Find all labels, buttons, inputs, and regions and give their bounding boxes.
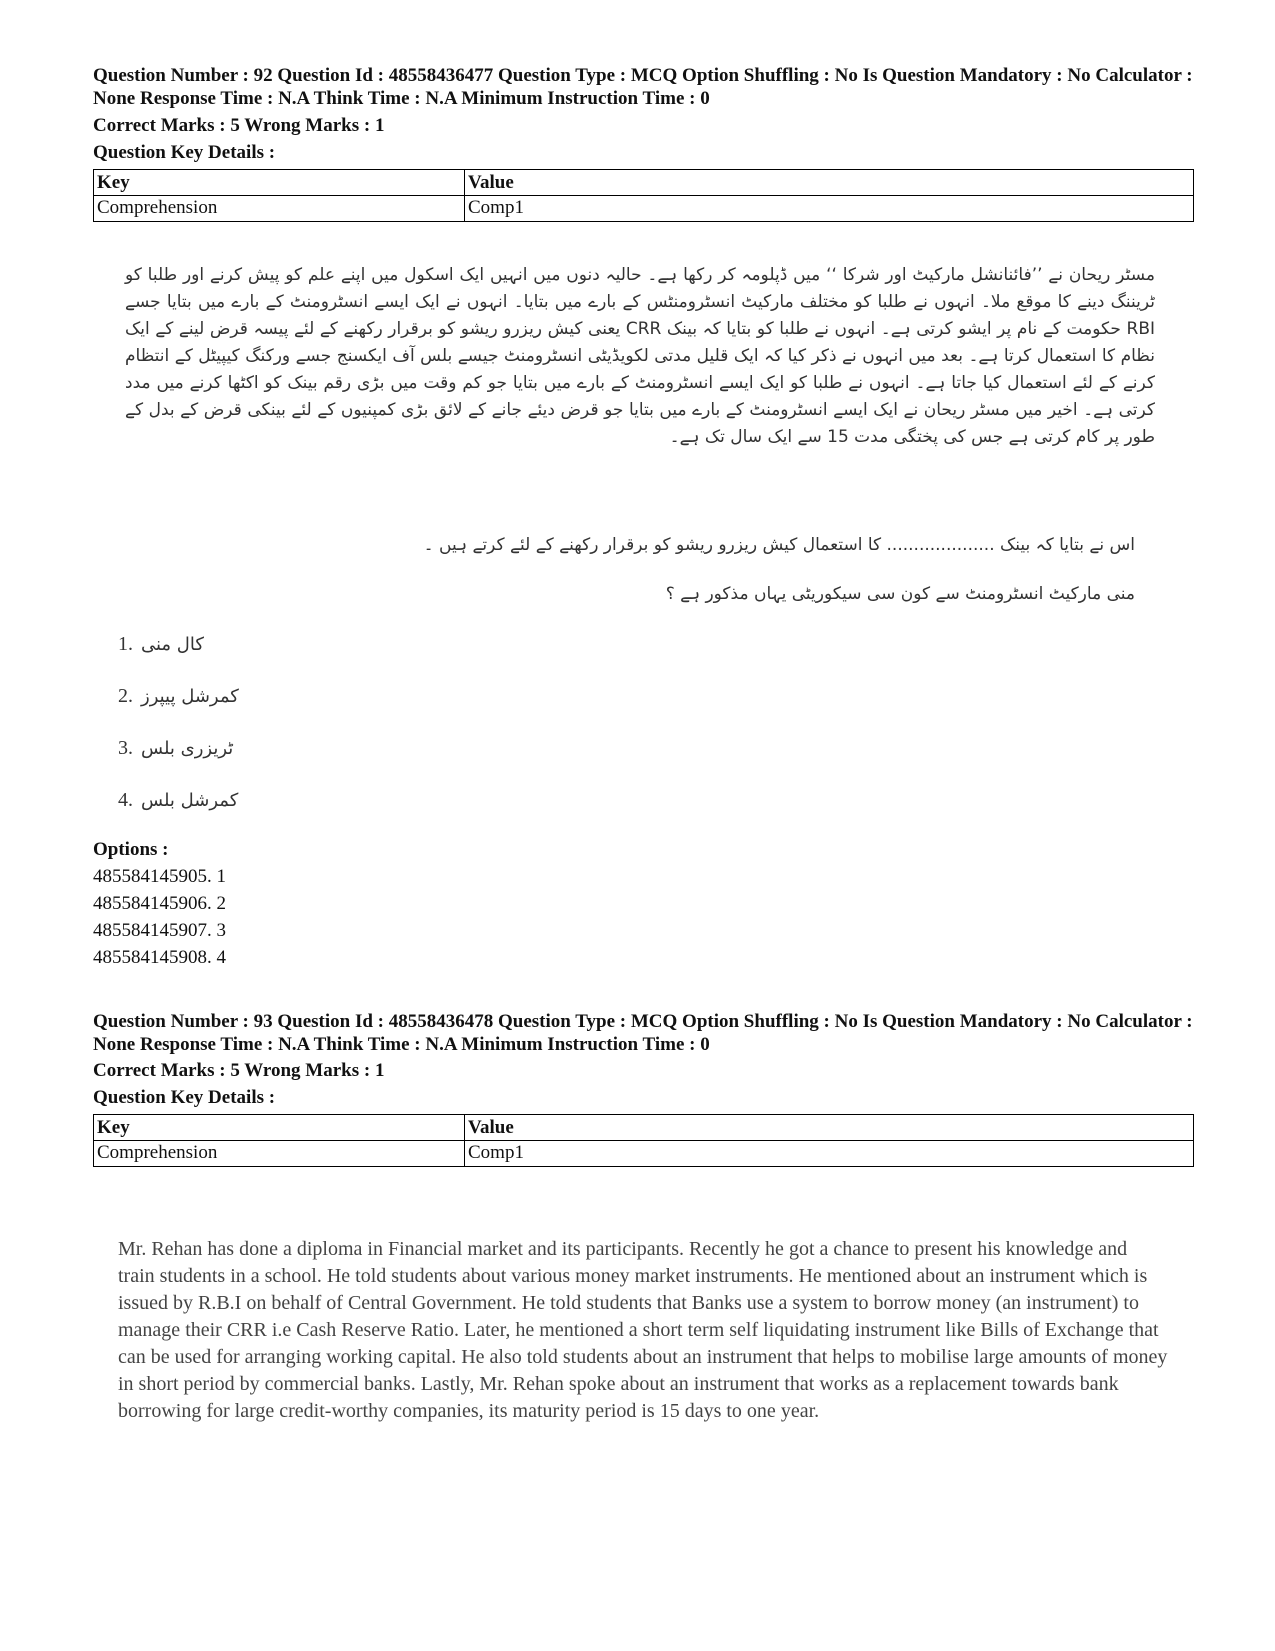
- value-header: Value: [465, 1115, 1194, 1141]
- option-line: 485584145907. 3: [93, 920, 226, 941]
- q92-urdu-passage: مسٹر ریحان نے ’’فائنانشل مارکیٹ اور شرکا ‘‘ میں ڈپلومہ کر رکھا ہے۔ حالیہ دنوں میں انہیں ایک اسکول میں اپنے علم کو پیش کرنے اور طلبا کو ٹریننگ دینے کا موقع ملا۔ انہوں نے طلبا کو مختلف مارکیٹ انسٹرومنٹس کے بارے میں بتایا۔ انہوں نے ایک ایسے انسٹرومنٹ کے بارے میں بتایا جسے RBI حکومت کے نام پر ایشو کرتی ہے۔ انہوں نے طلبا کو بتایا کہ بینک CRR یعنی کیش ریزرو ریشو کو برقرار رکھنے کے لئے پیسہ قرض لینے کے ایک نظام کا استعمال کرتا ہے۔ بعد میں انہوں نے ذکر کیا کہ ایک قلیل مدتی لکویڈیٹی انسٹرومنٹ جیسے بلس آف ایکسنج جسے ورکنگ کیپیٹل کے انتظام کرنے کے لئے استعمال کیا جاتا ہے۔ انہوں نے طلبا کو ایک ایسے انسٹرومنٹ کے بارے میں بتایا جو کم وقت میں بڑی رقم بینک کو اکٹھا کرنے میں مدد کرتی ہے۔ اخیر میں مسٹر ریحان نے ایک ایسے انسٹرومنٹ کے بارے میں بتایا جو قرض دیئے جانے کے لائق بڑی کمپنیوں کے لئے بینکی قرض کے بدل کے طور پر کام کرتی ہے جس کی پختگی مدت 15 سے ایک سال تک ہے۔: [125, 265, 1156, 447]
- q93-marks: Correct Marks : 5 Wrong Marks : 1: [93, 1060, 385, 1081]
- q92-marks: Correct Marks : 5 Wrong Marks : 1: [93, 115, 385, 136]
- urdu-option-1: [118, 633, 204, 656]
- q92-options-label: Options :: [93, 839, 169, 860]
- value-cell: Comp1: [465, 1141, 1194, 1167]
- urdu-option-number: 1.: [118, 633, 133, 655]
- key-cell: Comprehension: [94, 196, 465, 222]
- urdu-option-number: 2.: [118, 685, 133, 707]
- table-row: [94, 1141, 1194, 1167]
- urdu-option-4: [118, 789, 238, 812]
- q93-header: Question Number : 93 Question Id : 48558436478 Question Type : MCQ Option Shuffling : No Is Question Mandatory : No Calculator : None Response Time : N.A Think Time : N.A Minimum Instruction Time : 0: [93, 1011, 1193, 1055]
- table-header-row: [94, 1115, 1194, 1141]
- value-header: Value: [465, 170, 1194, 196]
- key-header: Key: [94, 170, 465, 196]
- option-line: 485584145908. 4: [93, 947, 226, 968]
- q93-key-details-label: Question Key Details :: [93, 1087, 276, 1108]
- option-line: 485584145906. 2: [93, 893, 226, 914]
- table-row: [94, 196, 1194, 222]
- urdu-option-2: [118, 685, 239, 708]
- value-cell: Comp1: [465, 196, 1194, 222]
- q92-urdu-question-2: منی مارکیٹ انسٹرومنٹ سے کون سی سیکوریٹی یہاں مذکور ہے ؟: [665, 584, 1135, 604]
- urdu-option-3: [118, 737, 233, 760]
- urdu-option-number: 4.: [118, 789, 133, 811]
- q92-key-table: [93, 169, 1194, 222]
- q92-key-details-label: Question Key Details :: [93, 142, 276, 163]
- urdu-option-number: 3.: [118, 737, 133, 759]
- q92-header: Question Number : 92 Question Id : 48558436477 Question Type : MCQ Option Shuffling : No Is Question Mandatory : No Calculator : None Response Time : N.A Think Time : N.A Minimum Instruction Time : 0: [93, 65, 1193, 109]
- option-line: 485584145905. 1: [93, 866, 226, 887]
- urdu-option-text: کمرشل بلس: [141, 790, 239, 811]
- q93-key-table: [93, 1114, 1194, 1167]
- urdu-option-text: ٹریزری بلس: [141, 738, 234, 759]
- q92-urdu-question-1: اس نے بتایا کہ بینک .................... کا استعمال کیش ریزرو ریشو کو برقرار رکھنے کے لئے کرتے ہیں ۔: [423, 535, 1135, 555]
- q93-english-passage: Mr. Rehan has done a diploma in Financial market and its participants. Recently he got a chance to present his knowledge and train students in a school. He told students about various money market instruments. He mentioned about an instrument which is issued by R.B.I on behalf of Central Government. He told students that Banks use a system to borrow money (an instrument) to manage their CRR i.e Cash Reserve Ratio. Later, he mentioned a short term self liquidating instrument like Bills of Exchange that can be used for arranging working capital. He also told students about an instrument that helps to mobilise large amounts of money in short period by commercial banks. Lastly, Mr. Rehan spoke about an instrument that works as a replacement towards bank borrowing for large credit-worthy companies, its maturity period is 15 days to one year.: [118, 1238, 1168, 1422]
- urdu-option-text: کمرشل پیپرز: [141, 686, 239, 707]
- urdu-option-text: کال منی: [141, 634, 204, 655]
- table-header-row: [94, 170, 1194, 196]
- key-cell: Comprehension: [94, 1141, 465, 1167]
- key-header: Key: [94, 1115, 465, 1141]
